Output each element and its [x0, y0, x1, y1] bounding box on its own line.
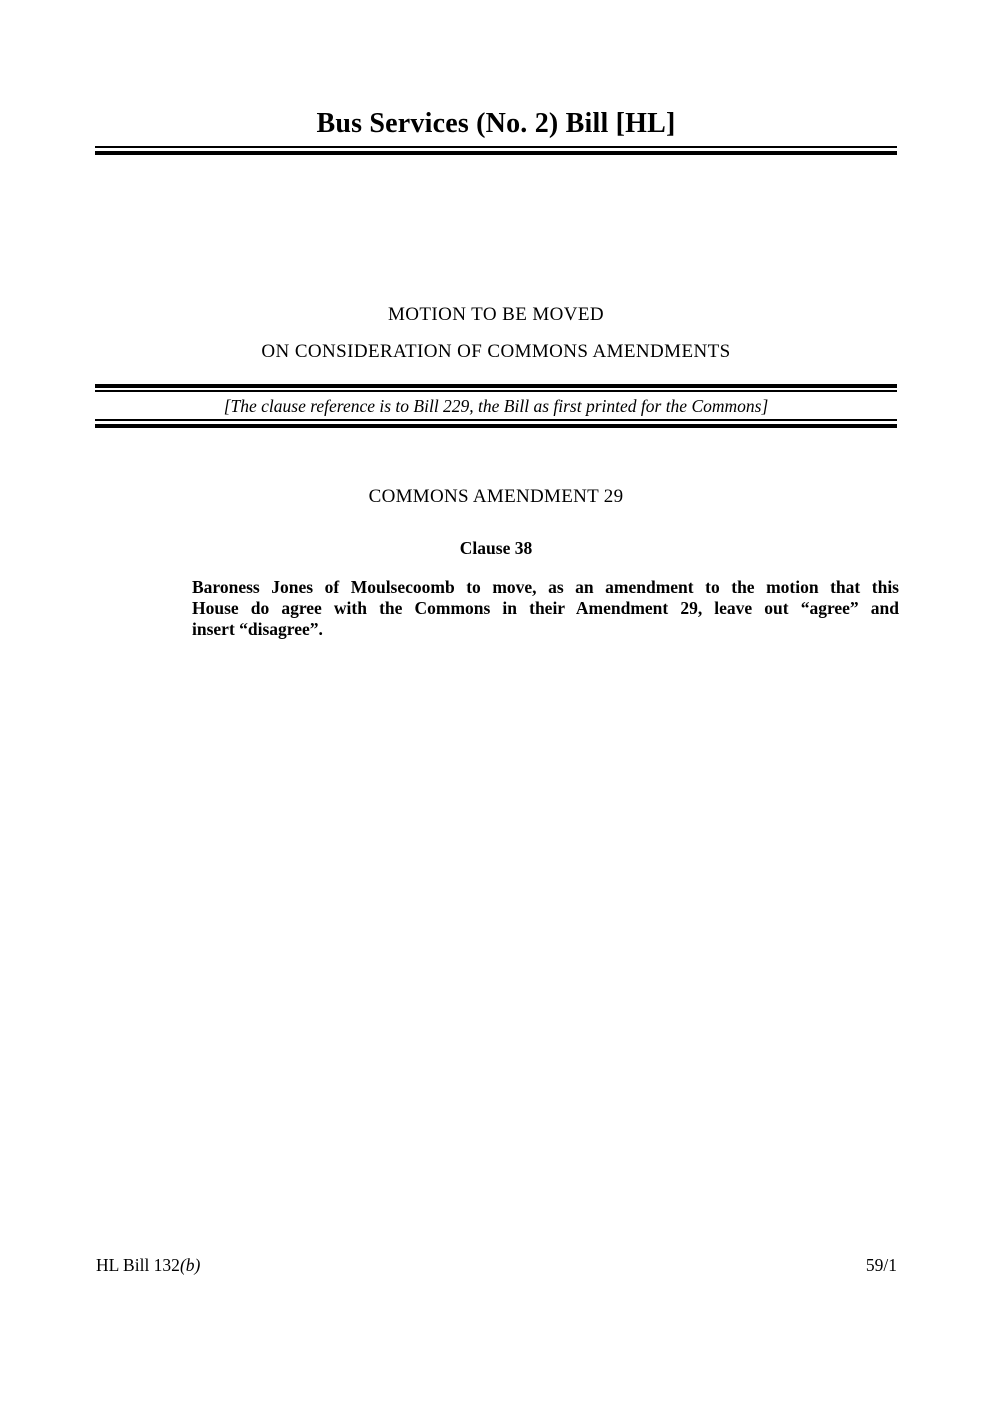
clause-note-bottom-rule — [95, 419, 897, 428]
motion-text-line: House do agree with the Commons in their Amendment 29, leave out “agree” and — [192, 598, 899, 618]
bill-number-prefix: HL Bill 132 — [96, 1255, 180, 1275]
bill-number-suffix: (b) — [179, 1255, 201, 1275]
motion-heading-line2: ON CONSIDERATION OF COMMONS AMENDMENTS — [261, 341, 731, 362]
page-title: Bus Services (No. 2) Bill [HL] — [316, 108, 676, 139]
motion-text-line: insert “disagree”. — [192, 619, 323, 639]
motion-text-line: Baroness Jones of Moulsecoomb to move, as an amendment to the motion that this — [192, 577, 899, 597]
title-double-rule — [95, 146, 897, 155]
clause-heading: Clause 38 — [459, 538, 533, 558]
session-page-number: 59/1 — [865, 1255, 897, 1275]
clause-note-top-rule — [95, 384, 897, 392]
amendment-motion-text — [192, 577, 899, 640]
commons-amendment-heading: COMMONS AMENDMENT 29 — [368, 486, 624, 507]
bill-number — [96, 1255, 200, 1276]
clause-reference-note: [The clause reference is to Bill 229, the Bill as first printed for the Commons] — [223, 396, 769, 416]
motion-heading-line1: MOTION TO BE MOVED — [387, 304, 605, 325]
